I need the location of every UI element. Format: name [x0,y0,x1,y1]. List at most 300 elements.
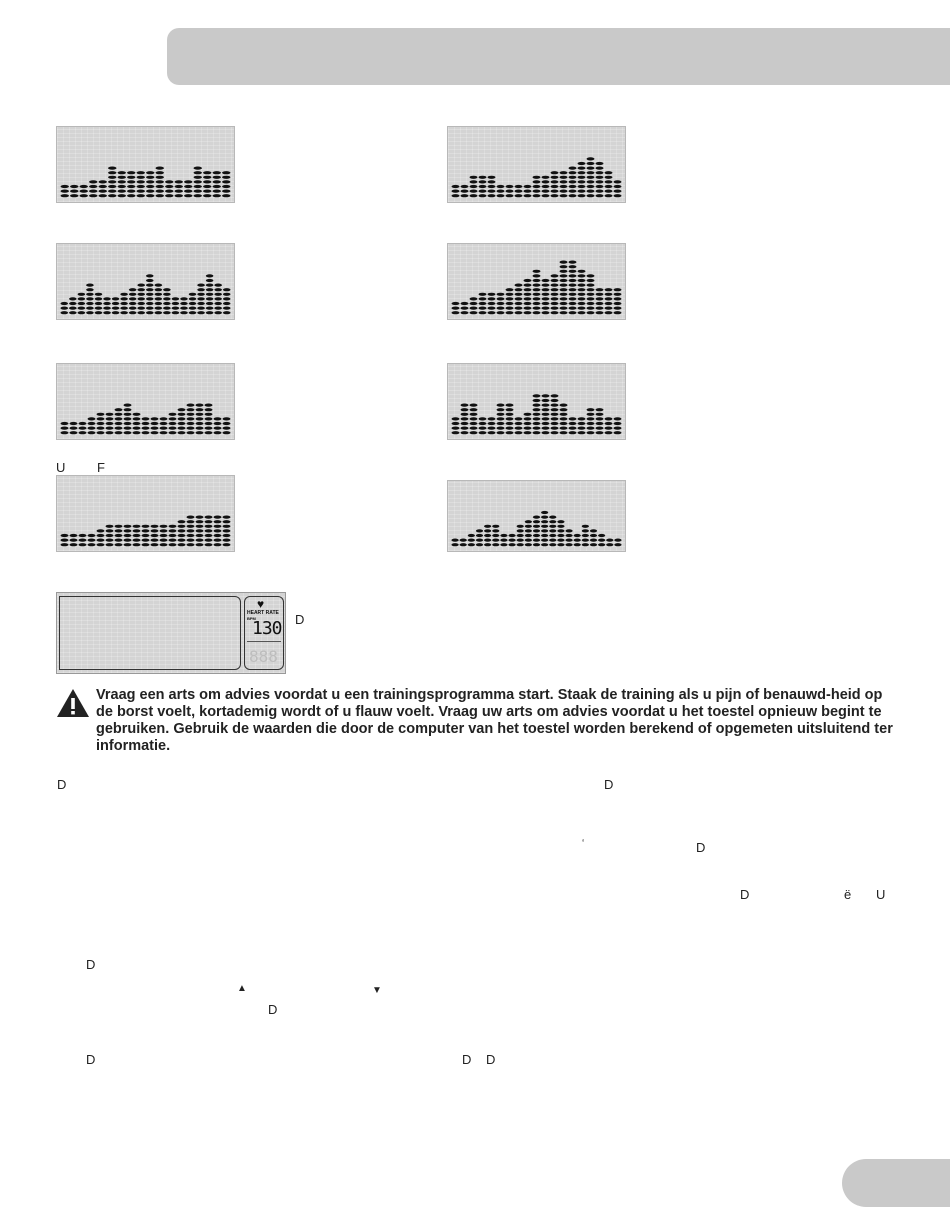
bar-segment [542,431,550,434]
bar-segment [587,311,595,314]
bar-segment [120,302,128,305]
bar-segment [146,176,154,179]
bar-segment [146,171,154,174]
bar-segment [187,543,195,546]
bar-segment [542,293,550,296]
bar-segment [614,185,622,188]
bar-segment [533,413,541,416]
bar-segment [461,408,469,411]
bar-segment [197,302,205,305]
bar-segment [108,171,116,174]
bar-segment [97,529,105,532]
bar-segment [533,539,540,542]
bar-segment [524,431,532,434]
bar-segment [525,520,532,523]
bar-segment [137,171,145,174]
bar-column [461,404,469,435]
bar-segment [497,302,505,305]
bar-segment [97,534,105,537]
bar-segment [533,529,540,532]
bar-segment [206,288,214,291]
safety-warning-text: Vraag een arts om advies voordat u een trainingsprogramma start. Staak de training als u pijn of benauwd-heid op de borst voelt, kortademig wordt of u flauw voelt. Vraag uw arts om advies voordat u het toestel opnieuw begint te gebruiken. Gebruik de waarden die door de computer van het toestel worden berekend of opgemeten uitsluitend ter informatie. [96,687,893,754]
bar-segment [169,427,177,430]
bar-column [89,180,97,197]
bar-segment [223,417,231,420]
bar-segment [461,404,469,407]
bar-segment [61,543,69,546]
bar-column [79,422,87,434]
bar-segment [97,422,105,425]
bar-segment [146,284,154,287]
bar-segment [137,284,145,287]
bar-column [160,525,168,547]
bar-segment [542,279,550,282]
bar-segment [488,417,496,420]
bar-segment [169,534,177,537]
bar-segment [214,307,222,310]
bar-segment [118,180,126,183]
bar-column [525,520,532,546]
bar-segment [569,293,577,296]
bar-segment [78,293,86,296]
bar-segment [146,274,154,277]
bar-segment [196,417,204,420]
bar-column [605,288,613,314]
bar-segment [112,311,120,314]
bar-segment [214,539,222,542]
bar-segment [596,185,604,188]
bar-column [460,539,467,547]
bar-column [506,185,514,197]
bar-segment [108,176,116,179]
bar-column [468,534,475,546]
bar-segment [596,427,604,430]
bar-segment [223,529,231,532]
bar-segment [118,176,126,179]
bar-segment [214,516,222,519]
bar-segment [533,185,541,188]
bar-segment [551,288,559,291]
bar-segment [533,534,540,537]
bar-segment [569,431,577,434]
bar-segment [133,534,141,537]
bar-segment [582,543,589,546]
bar-segment [569,288,577,291]
bar-segment [187,516,195,519]
bar-segment [560,180,568,183]
bar-segment [194,176,202,179]
bar-column [172,297,180,314]
bar-segment [596,162,604,165]
bar-segment [484,543,491,546]
bar-segment [497,404,505,407]
bar-column [533,394,541,434]
bar-segment [488,422,496,425]
bar-column [129,288,137,314]
bar-segment [80,194,88,197]
bar-segment [205,529,213,532]
bar-segment [80,190,88,193]
bar-column [95,293,103,315]
bar-segment [223,307,231,310]
bar-segment [551,311,559,314]
bar-segment [189,311,197,314]
bar-segment [151,431,159,434]
bar-segment [124,427,132,430]
bar-segment [146,185,154,188]
heart-rate-value: 130 [252,618,282,639]
bar-segment [565,529,572,532]
bar-segment [470,408,478,411]
bar-segment [214,288,222,291]
bar-column [614,417,622,434]
bar-column [169,525,177,547]
bar-segment [194,194,202,197]
bar-segment [560,293,568,296]
bar-segment [151,427,159,430]
bar-segment [549,534,556,537]
bar-segment [160,529,168,532]
bar-segment [461,307,469,310]
bar-segment [115,413,123,416]
bar-segment [614,288,622,291]
bar-segment [578,422,586,425]
bar-segment [61,307,69,310]
bar-segment [184,190,192,193]
bar-segment [88,534,96,537]
bar-column [184,180,192,197]
bar-column [533,270,541,315]
bar-segment [461,311,469,314]
bar-segment [578,180,586,183]
bar-segment [578,293,586,296]
bar-segment [205,413,213,416]
bar-segment [560,422,568,425]
bar-column [542,176,550,198]
bar-segment [70,539,78,542]
bar-segment [578,431,586,434]
bar-segment [551,190,559,193]
bar-column [103,297,111,314]
bar-segment [461,417,469,420]
bar-column [142,525,150,547]
bar-column [169,413,177,435]
bar-column [565,529,572,546]
bar-segment [70,427,78,430]
bar-column [492,525,499,547]
bar-segment [451,543,458,546]
bar-segment [565,534,572,537]
bar-column [213,171,221,197]
bar-segment [560,404,568,407]
bar-column [108,167,116,198]
bar-segment [142,534,150,537]
stray-letter-u-2: U [876,887,886,902]
bar-segment [605,297,613,300]
bar-segment [497,413,505,416]
bar-segment [452,185,460,188]
up-arrow-icon: ▲ [237,983,247,994]
bar-column [569,417,577,434]
bar-segment [156,185,164,188]
bar-segment [596,190,604,193]
bar-segment [515,427,523,430]
bar-segment [115,525,123,528]
bar-segment [187,422,195,425]
bar-segment [197,293,205,296]
bar-segment [155,293,163,296]
bar-column [500,534,507,546]
bar-column [223,288,231,314]
bar-segment [560,413,568,416]
bar-column [452,185,460,197]
bar-segment [160,417,168,420]
bar-column [180,297,188,314]
bar-segment [197,288,205,291]
bar-column [614,180,622,197]
bar-segment [213,180,221,183]
bar-segment [578,297,586,300]
bar-segment [103,302,111,305]
bar-segment [118,185,126,188]
bar-column [470,176,478,198]
bar-segment [70,431,78,434]
bar-segment [605,311,613,314]
bar-segment [106,413,114,416]
bar-segment [78,297,86,300]
bar-segment [606,543,613,546]
bar-segment [500,534,507,537]
bar-segment [79,422,87,425]
bar-segment [452,302,460,305]
bar-segment [506,427,514,430]
bar-segment [497,297,505,300]
bar-segment [142,525,150,528]
bar-segment [569,274,577,277]
bar-segment [542,176,550,179]
bar-segment [189,293,197,296]
bar-segment [524,417,532,420]
bar-segment [88,543,96,546]
bar-segment [103,311,111,314]
bar-column [156,167,164,198]
bar-segment [461,422,469,425]
bar-segment [86,284,94,287]
bar-segment [515,293,523,296]
bar-segment [551,408,559,411]
bar-segment [557,520,564,523]
bar-segment [61,431,69,434]
bar-segment [86,293,94,296]
bar-segment [180,311,188,314]
bar-segment [488,297,496,300]
bar-segment [172,307,180,310]
bar-segment [106,431,114,434]
bar-segment [533,399,541,402]
bar-segment [189,297,197,300]
bar-column [97,529,105,546]
bar-segment [78,307,86,310]
bar-segment [103,297,111,300]
bar-segment [551,413,559,416]
bar-segment [223,431,231,434]
bar-column [151,417,159,434]
bar-segment [551,422,559,425]
bar-segment [542,404,550,407]
bar-segment [524,422,532,425]
stray-letter-d-7: D [86,1052,96,1067]
bar-segment [605,427,613,430]
bar-segment [578,279,586,282]
bar-segment [142,431,150,434]
bar-segment [89,180,97,183]
bar-column [452,417,460,434]
bar-segment [106,543,114,546]
bar-segment [146,311,154,314]
bar-segment [560,185,568,188]
bar-segment [497,427,505,430]
bar-segment [598,539,605,542]
bar-segment [551,431,559,434]
program-profile-chart-2 [447,126,626,203]
bar-segment [206,279,214,282]
bar-segment [484,534,491,537]
bar-segment [108,180,116,183]
bar-column [214,284,222,315]
bar-segment [596,302,604,305]
stray-letter-f: F [97,460,105,475]
bar-segment [137,311,145,314]
bar-segment [137,297,145,300]
bar-segment [605,302,613,305]
bar-segment [587,274,595,277]
bar-segment [574,543,581,546]
bar-segment [542,180,550,183]
bar-segment [479,176,487,179]
bar-segment [614,297,622,300]
bar-segment [205,422,213,425]
bar-segment [542,185,550,188]
bar-segment [178,543,186,546]
bar-column [578,417,586,434]
bar-column [118,171,126,197]
bar-segment [492,539,499,542]
bar-segment [156,190,164,193]
bar-segment [500,539,507,542]
bar-segment [542,417,550,420]
bar-segment [175,180,183,183]
bar-segment [560,171,568,174]
bar-segment [470,180,478,183]
bar-segment [542,408,550,411]
bar-segment [524,190,532,193]
bar-segment [137,190,145,193]
bar-segment [169,543,177,546]
bar-column [79,534,87,546]
bar-segment [97,539,105,542]
bar-segment [169,539,177,542]
bar-segment [120,293,128,296]
bar-segment [578,417,586,420]
bar-segment [565,539,572,542]
bar-segment [470,431,478,434]
bar-column [97,413,105,435]
bar-segment [86,302,94,305]
bar-segment [163,311,171,314]
bar-segment [214,525,222,528]
bar-segment [61,427,69,430]
bar-segment [533,408,541,411]
bar-segment [196,413,204,416]
bar-column [137,171,145,197]
bar-segment [196,525,204,528]
bar-segment [508,543,515,546]
bar-segment [88,417,96,420]
bar-segment [197,307,205,310]
bar-segment [479,307,487,310]
bar-segment [461,185,469,188]
bar-segment [88,427,96,430]
bar-segment [115,417,123,420]
bar-segment [578,302,586,305]
bar-segment [120,307,128,310]
bar-segment [133,431,141,434]
bar-segment [605,185,613,188]
bar-segment [533,311,541,314]
bar-segment [596,288,604,291]
bar-segment [605,190,613,193]
bar-segment [203,180,211,183]
bar-segment [213,190,221,193]
bar-column [587,157,595,197]
bar-column [476,529,483,546]
bar-segment [497,431,505,434]
bar-segment [542,190,550,193]
bar-segment [222,180,230,183]
bar-segment [223,516,231,519]
bar-segment [560,194,568,197]
bar-segment-chart [448,364,625,439]
bar-segment [95,311,103,314]
bar-segment [479,297,487,300]
bar-column [106,413,114,435]
bar-column [78,293,86,315]
bar-segment [515,431,523,434]
bar-segment [488,185,496,188]
bar-segment [542,413,550,416]
bar-segment [551,307,559,310]
bar-segment [470,190,478,193]
bar-segment [196,404,204,407]
bar-segment [79,427,87,430]
bar-segment [479,431,487,434]
bar-segment [541,516,548,519]
bar-segment [605,180,613,183]
heart-rate-display [56,592,286,674]
bar-column [549,516,556,547]
bar-segment [549,516,556,519]
bar-segment [61,190,69,193]
bar-segment [560,190,568,193]
bar-segment [560,311,568,314]
bar-segment [515,190,523,193]
bar-segment [214,417,222,420]
stray-letter-d-5: D [86,957,96,972]
header-bar [167,28,950,85]
bar-segment [488,293,496,296]
bar-segment [560,284,568,287]
bar-segment [61,302,69,305]
